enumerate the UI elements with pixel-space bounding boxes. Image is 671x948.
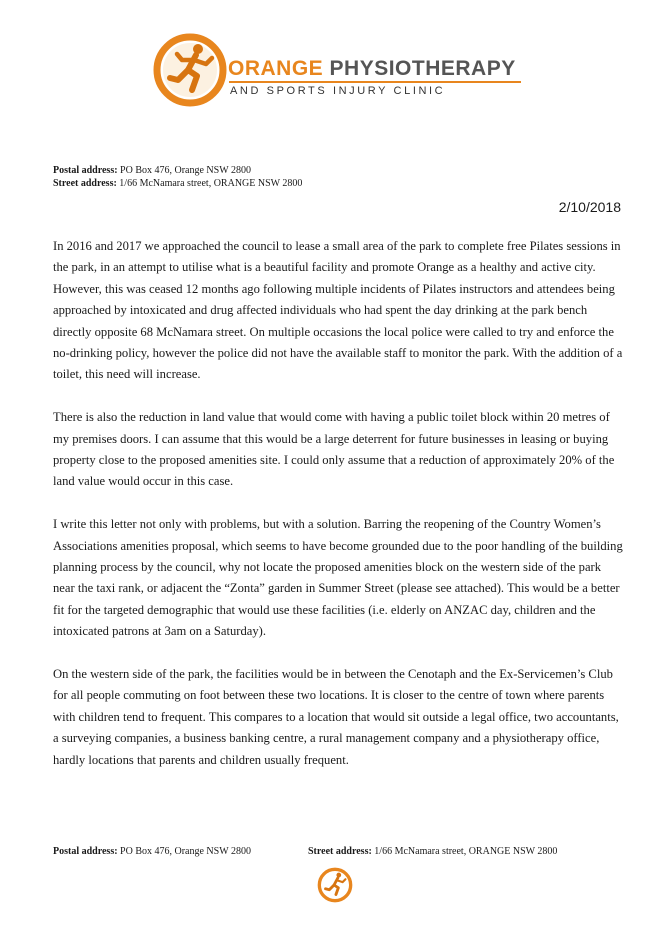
running-figure-logo-icon (150, 30, 230, 110)
street-address-line (53, 177, 302, 190)
footer-postal-value: PO Box 476, Orange NSW 2800 (120, 846, 251, 857)
postal-address-label: Postal address: (53, 165, 118, 176)
street-address-value: 1/66 McNamara street, ORANGE NSW 2800 (119, 178, 303, 189)
address-block (53, 164, 302, 190)
body-paragraph-3: I write this letter not only with problems, but with a solution. Barring the reopening of the Country Women’s Associations amenities proposal, which seems to have become grounded due to the poor handling of the building planning process by the council, why not locate the proposed amenities block on the western side of the park near the taxi rank, or adjacent the “Zonta” garden in Summer Street (please see attached). This would be a better fit for the targeted demographic that would use these facilities (i.e. elderly on ANZAC day, children and the intoxicated patrons at 3am on a Saturday). (53, 517, 623, 639)
footer-street-address (308, 846, 557, 857)
postal-address-value: PO Box 476, Orange NSW 2800 (120, 165, 251, 176)
street-address-label: Street address: (53, 178, 117, 189)
body-paragraph-1: In 2016 and 2017 we approached the council to lease a small area of the park to complete free Pilates sessions in the park, in an attempt to utilise what is a beautiful facility and promote Orange as a healthy and active city. However, this was ceased 12 months ago following multiple incidents of Pilates instructors and attendees being approached by intoxicated and drug affected individuals who had spent the day drinking at the park bench directly opposite 68 McNamara street. On multiple occasions the local police were called to try and enforce the no-drinking policy, however the police did not have the available staff to monitor the park. With the addition of a toilet, this need will increase. (53, 239, 623, 382)
brand-word-physiotherapy: PHYSIOTHERAPY (329, 57, 516, 80)
body-paragraph-2: There is also the reduction in land value that would come with having a public toilet block within 20 metres of my premises doors. I can assume that this would be a large deterrent for future businesses in leasing or buying property close to the proposed amenities site. I could only assume that a reduction of approximately 20% of the land value would occur in this case. (53, 410, 615, 489)
footer-street-value: 1/66 McNamara street, ORANGE NSW 2800 (374, 846, 558, 857)
brand-name (228, 57, 516, 81)
brand-word-orange: ORANGE (228, 57, 324, 80)
brand-tagline: AND SPORTS INJURY CLINIC (230, 85, 446, 97)
letter-date: 2/10/2018 (558, 199, 621, 215)
postal-address-line (53, 164, 302, 177)
footer-postal-label: Postal address: (53, 846, 118, 857)
footer-postal-address (53, 846, 251, 857)
running-figure-small-logo-icon (316, 866, 354, 904)
body-paragraph-4: On the western side of the park, the facilities would be in between the Cenotaph and the Ex-Servicemen’s Club for all people commuting on foot between these two locations. It is closer to the centre of town where parents with children tend to frequent. This compares to a location that would sit outside a legal office, two accountants, a surveying companies, a business banking centre, a rural management company and a physiotherapy office, hardly locations that parents and children usually frequent. (53, 667, 619, 767)
footer-street-label: Street address: (308, 846, 372, 857)
letter-body (53, 236, 623, 793)
brand-divider (229, 81, 521, 83)
